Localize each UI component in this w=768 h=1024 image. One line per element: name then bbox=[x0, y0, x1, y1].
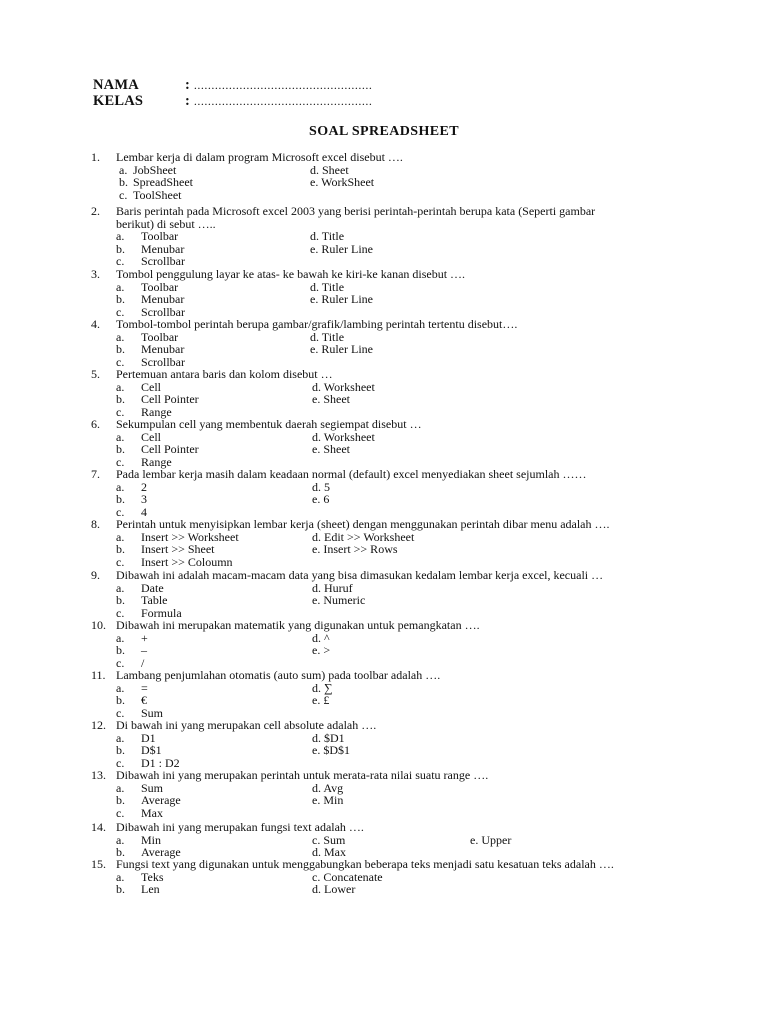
option-letter: a. bbox=[116, 780, 125, 795]
option-letter: c. bbox=[116, 755, 125, 770]
option-letter: a. bbox=[116, 279, 125, 294]
option-text-right: c. Sum bbox=[312, 832, 346, 847]
option-text: D1 : D2 bbox=[141, 755, 180, 770]
option-text-right: c. Concatenate bbox=[312, 869, 383, 884]
question-text: Di bawah ini yang merupakan cell absolute adalah …. bbox=[116, 718, 377, 732]
option-text: € bbox=[141, 693, 147, 708]
option-text: Toolbar bbox=[141, 229, 179, 244]
option-text: / bbox=[141, 655, 145, 670]
name-field-row bbox=[93, 77, 372, 94]
option-text-far-right: e. Upper bbox=[470, 832, 512, 847]
question-text: Dibawah ini merupakan matematik yang digunakan untuk pemangkatan …. bbox=[116, 618, 480, 632]
option-text: Menubar bbox=[141, 342, 185, 357]
option-text-right: e. Ruler Line bbox=[310, 292, 373, 307]
option-letter: a. bbox=[116, 730, 125, 745]
option-text-right: d. Huruf bbox=[312, 580, 353, 595]
option-text-right: e. 6 bbox=[312, 492, 330, 507]
option-letter: a. bbox=[119, 162, 128, 177]
option-letter: b. bbox=[119, 175, 128, 190]
option-letter: a. bbox=[116, 479, 125, 494]
option-text-right: d. Avg bbox=[312, 780, 344, 795]
option-text: Cell Pointer bbox=[141, 442, 199, 457]
option-text-right: e. Ruler Line bbox=[310, 342, 373, 357]
option-text-right: d. Title bbox=[310, 229, 345, 244]
option-text: Toolbar bbox=[141, 329, 179, 344]
option-letter: c. bbox=[116, 655, 125, 670]
option-text-right: e. £ bbox=[312, 693, 330, 708]
question-number: 4. bbox=[91, 317, 100, 331]
option-letter: b. bbox=[116, 845, 125, 860]
question-number: 7. bbox=[91, 467, 100, 481]
option-letter: b. bbox=[116, 743, 125, 758]
option-text: Insert >> Coloumn bbox=[141, 554, 233, 569]
option-text: D$1 bbox=[141, 743, 162, 758]
option-text: Cell bbox=[141, 379, 161, 394]
option-letter: c. bbox=[116, 404, 125, 419]
option-text-right: d. Lower bbox=[312, 882, 356, 897]
option-text-right: e. $D$1 bbox=[312, 743, 350, 758]
question-number: 10. bbox=[91, 618, 106, 632]
option-letter: a. bbox=[116, 529, 125, 544]
option-text: 3 bbox=[141, 492, 147, 507]
option-letter: b. bbox=[116, 693, 125, 708]
option-text-right: d. Worksheet bbox=[312, 429, 375, 444]
option-text: Scrollbar bbox=[141, 254, 185, 269]
option-text-right: d. $D1 bbox=[312, 730, 345, 745]
class-label: KELAS bbox=[93, 93, 144, 109]
option-text: Min bbox=[141, 832, 162, 847]
question-text: Dibawah ini yang merupakan perintah untuk merata-rata nilai suatu range …. bbox=[116, 768, 489, 782]
option-letter: a. bbox=[116, 379, 125, 394]
question-number: 2. bbox=[91, 204, 100, 218]
option-letter: a. bbox=[116, 680, 125, 695]
question-text: Fungsi text yang digunakan untuk menggabungkan beberapa teks menjadi satu kesatuan teks adalah …. bbox=[116, 857, 614, 871]
option-letter: a. bbox=[116, 832, 125, 847]
option-text: JobSheet bbox=[133, 162, 177, 177]
question-text-continued: berikut) di sebut ….. bbox=[116, 216, 216, 231]
option-text: Average bbox=[141, 845, 181, 860]
option-letter: a. bbox=[116, 429, 125, 444]
option-text: 4 bbox=[141, 504, 147, 519]
option-text-right: d. Max bbox=[312, 845, 346, 860]
option-letter: b. bbox=[116, 542, 125, 557]
option-text: Toolbar bbox=[141, 279, 179, 294]
option-text: + bbox=[141, 630, 148, 645]
option-letter: b. bbox=[116, 292, 125, 307]
option-letter: c. bbox=[116, 805, 125, 820]
option-text: – bbox=[141, 643, 147, 658]
option-text: ToolSheet bbox=[133, 187, 182, 202]
option-text: Insert >> Worksheet bbox=[141, 529, 239, 544]
option-text: Insert >> Sheet bbox=[141, 542, 215, 557]
option-letter: a. bbox=[116, 229, 125, 244]
option-letter: a. bbox=[116, 630, 125, 645]
question-text: Pertemuan antara baris dan kolom disebut … bbox=[116, 367, 333, 381]
option-letter: b. bbox=[116, 442, 125, 457]
option-letter: b. bbox=[116, 593, 125, 608]
question-number: 3. bbox=[91, 267, 100, 281]
question-number: 6. bbox=[91, 417, 100, 431]
question-number: 5. bbox=[91, 367, 100, 381]
option-text: Len bbox=[141, 882, 160, 897]
question-text: Lembar kerja di dalam program Microsoft excel disebut …. bbox=[116, 150, 403, 164]
option-letter: b. bbox=[116, 392, 125, 407]
option-letter: b. bbox=[116, 882, 125, 897]
option-text: = bbox=[141, 680, 148, 695]
option-letter: b. bbox=[116, 492, 125, 507]
option-letter: c. bbox=[116, 554, 125, 569]
option-text: Menubar bbox=[141, 292, 185, 307]
question-number: 12. bbox=[91, 718, 106, 732]
option-text: Scrollbar bbox=[141, 354, 185, 369]
option-text-right: e. WorkSheet bbox=[310, 175, 375, 190]
page-title: SOAL SPREADSHEET bbox=[309, 124, 459, 139]
name-colon: : bbox=[185, 77, 191, 93]
option-text: Teks bbox=[141, 869, 164, 884]
option-letter: a. bbox=[116, 329, 125, 344]
option-letter: c. bbox=[116, 254, 125, 269]
option-text-right: e. Min bbox=[312, 793, 344, 808]
option-text: Formula bbox=[141, 605, 182, 620]
question-text: Perintah untuk menyisipkan lembar kerja (sheet) dengan menggunakan perintah dibar menu adalah …. bbox=[116, 517, 610, 531]
question-number: 9. bbox=[91, 568, 100, 582]
question-text: Tombol-tombol perintah berupa gambar/grafik/lambing perintah tertentu disebut…. bbox=[116, 317, 518, 331]
option-text: 2 bbox=[141, 479, 147, 494]
option-text: SpreadSheet bbox=[133, 175, 193, 190]
option-letter: c. bbox=[116, 304, 125, 319]
option-letter: c. bbox=[116, 454, 125, 469]
option-text: Range bbox=[141, 404, 172, 419]
option-text: Cell Pointer bbox=[141, 392, 199, 407]
option-text-right: d. ^ bbox=[312, 630, 330, 645]
option-text: Sum bbox=[141, 780, 164, 795]
option-text: Cell bbox=[141, 429, 161, 444]
option-text: Max bbox=[141, 805, 163, 820]
option-text: D1 bbox=[141, 730, 156, 745]
option-text: Menubar bbox=[141, 241, 185, 256]
option-text-right: d. Worksheet bbox=[312, 379, 375, 394]
option-letter: a. bbox=[116, 580, 125, 595]
option-text: Scrollbar bbox=[141, 304, 185, 319]
name-blank-line: ................................................... bbox=[193, 78, 373, 92]
option-letter: c. bbox=[116, 354, 125, 369]
class-colon: : bbox=[185, 93, 191, 109]
option-text-right: d. 5 bbox=[312, 479, 330, 494]
option-text-right: e. Sheet bbox=[312, 392, 350, 407]
option-text-right: d. Sheet bbox=[310, 162, 349, 177]
option-letter: b. bbox=[116, 241, 125, 256]
question-text: Tombol penggulung layar ke atas- ke bawah ke kiri-ke kanan disebut …. bbox=[116, 267, 466, 281]
option-text: Date bbox=[141, 580, 164, 595]
question-text: Baris perintah pada Microsoft excel 2003 yang berisi perintah-perintah berupa kata (Seperti gambar bbox=[116, 204, 596, 218]
option-text-right: d. ∑ bbox=[312, 680, 333, 695]
option-text: Range bbox=[141, 454, 172, 469]
option-text-right: d. Title bbox=[310, 329, 345, 344]
option-letter: b. bbox=[116, 643, 125, 658]
option-letter: c. bbox=[116, 705, 125, 720]
question-number: 14. bbox=[91, 820, 106, 834]
option-text-right: d. Title bbox=[310, 279, 345, 294]
option-letter: c. bbox=[119, 187, 128, 202]
option-text: Table bbox=[141, 593, 168, 608]
question-number: 15. bbox=[91, 857, 106, 871]
question-text: Dibawah ini adalah macam-macam data yang bisa dimasukan kedalam lembar kerja excel, kecuali … bbox=[116, 568, 604, 582]
class-blank-line: ................................................... bbox=[193, 94, 373, 108]
option-text-right: d. Edit >> Worksheet bbox=[312, 529, 415, 544]
option-letter: b. bbox=[116, 793, 125, 808]
option-letter: a. bbox=[116, 869, 125, 884]
question-number: 13. bbox=[91, 768, 106, 782]
option-text-right: e. Insert >> Rows bbox=[312, 542, 398, 557]
name-label: NAMA bbox=[93, 77, 139, 93]
option-text: Sum bbox=[141, 705, 164, 720]
option-letter: b. bbox=[116, 342, 125, 357]
question-number: 8. bbox=[91, 517, 100, 531]
option-text-right: e. Ruler Line bbox=[310, 241, 373, 256]
class-field-row bbox=[93, 93, 372, 110]
option-text-right: e. Numeric bbox=[312, 593, 366, 608]
option-text: Average bbox=[141, 793, 181, 808]
question-text: Sekumpulan cell yang membentuk daerah segiempat disebut … bbox=[116, 417, 422, 431]
question-text: Lambang penjumlahan otomatis (auto sum) pada toolbar adalah …. bbox=[116, 668, 441, 682]
option-text-right: e. > bbox=[312, 643, 331, 658]
option-text-right: e. Sheet bbox=[312, 442, 350, 457]
question-text: Dibawah ini yang merupakan fungsi text adalah …. bbox=[116, 820, 364, 834]
question-number: 1. bbox=[91, 150, 100, 164]
option-letter: c. bbox=[116, 605, 125, 620]
question-text: Pada lembar kerja masih dalam keadaan normal (default) excel menyediakan sheet sejumlah …… bbox=[116, 467, 587, 481]
question-number: 11. bbox=[91, 668, 106, 682]
option-letter: c. bbox=[116, 504, 125, 519]
